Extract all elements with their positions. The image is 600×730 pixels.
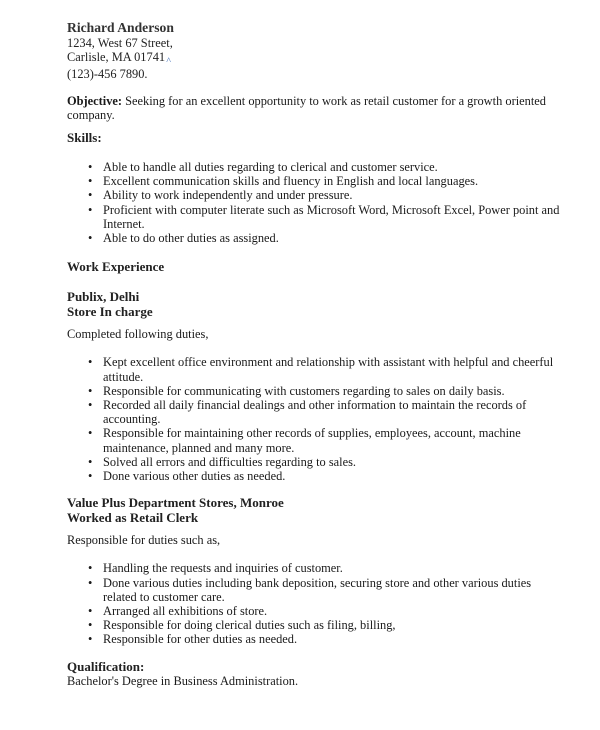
qualification-text: Bachelor's Degree in Business Administration. xyxy=(67,673,299,688)
job-2-role: Worked as Retail Clerk xyxy=(67,510,199,526)
bullet-icon: • xyxy=(88,202,93,217)
bullet-icon: • xyxy=(88,604,93,619)
list-item: • Done various other duties as needed. xyxy=(88,469,286,484)
bullet-icon: • xyxy=(88,454,93,469)
job-1-duties xyxy=(67,355,567,483)
list-item: • Recorded all daily financial dealings and other information to maintain the records of accounting. xyxy=(88,398,527,427)
job-2-intro: Responsible for duties such as, xyxy=(67,533,221,548)
list-item: • Done various duties including bank deposition, securing store and other various duties related to customer care. xyxy=(88,575,532,604)
job-2-duties xyxy=(67,561,567,646)
address-line-1: 1234, West 67 Street, xyxy=(67,36,173,50)
skills-list xyxy=(67,160,567,245)
job-1-intro: Completed following duties, xyxy=(67,327,209,342)
list-item: • Excellent communication skills and fluency in English and local languages. xyxy=(88,174,479,189)
bullet-icon: • xyxy=(88,383,93,398)
bullet-icon: • xyxy=(88,188,93,203)
bullet-icon: • xyxy=(88,469,93,484)
phone-number: (123)-456 7890. xyxy=(67,67,148,82)
list-item: • Handling the requests and inquiries of customer. xyxy=(88,561,343,576)
list-item: • Responsible for communicating with customers regarding to sales on daily basis. xyxy=(88,383,505,398)
bullet-icon: • xyxy=(88,231,93,246)
candidate-name: Richard Anderson xyxy=(67,20,174,35)
bullet-icon: • xyxy=(88,575,93,590)
bullet-icon: • xyxy=(88,426,93,441)
list-item: • Arranged all exhibitions of store. xyxy=(88,604,268,619)
skills-title: Skills: xyxy=(67,130,102,146)
objective-block xyxy=(67,94,567,122)
bullet-icon: • xyxy=(88,174,93,189)
list-item: • Able to do other duties as assigned. xyxy=(88,231,279,246)
bullet-icon: • xyxy=(88,160,93,175)
job-1-company: Publix, Delhi xyxy=(67,289,140,305)
objective-label: Objective: xyxy=(67,93,123,108)
address-line-2: Carlisle, MA 01741 xyxy=(67,50,166,65)
job-2-company: Value Plus Department Stores, Monroe xyxy=(67,495,284,511)
bullet-icon: • xyxy=(88,561,93,576)
list-item: • Responsible for doing clerical duties such as filing, billing, xyxy=(88,618,396,633)
list-item: • Proficient with computer literate such as Microsoft Word, Microsoft Excel, Power point and Internet. xyxy=(88,202,560,231)
resume-document xyxy=(67,20,567,688)
list-item: • Ability to work independently and under pressure. xyxy=(88,188,353,203)
list-item: • Responsible for maintaining other records of supplies, employees, account, machine maintenance, planned and many more. xyxy=(88,426,521,455)
list-item: • Able to handle all duties regarding to clerical and customer service. xyxy=(88,160,438,175)
bullet-icon: • xyxy=(88,355,93,370)
qualification-title: Qualification: xyxy=(67,658,145,674)
bullet-icon: • xyxy=(88,618,93,633)
list-item: • Responsible for other duties as needed. xyxy=(88,632,298,647)
cursor-mark-icon: ˄ xyxy=(166,55,172,66)
job-1-role: Store In charge xyxy=(67,304,153,320)
work-experience-title: Work Experience xyxy=(67,259,165,275)
address-line-2-wrap xyxy=(67,50,567,67)
list-item: • Solved all errors and difficulties regarding to sales. xyxy=(88,454,357,469)
bullet-icon: • xyxy=(88,398,93,413)
bullet-icon: • xyxy=(88,632,93,647)
list-item: • Kept excellent office environment and relationship with assistant with helpful and cheerful attitude. xyxy=(88,355,554,384)
objective-text: Seeking for an excellent opportunity to work as retail customer for a growth oriented company. xyxy=(67,93,546,122)
